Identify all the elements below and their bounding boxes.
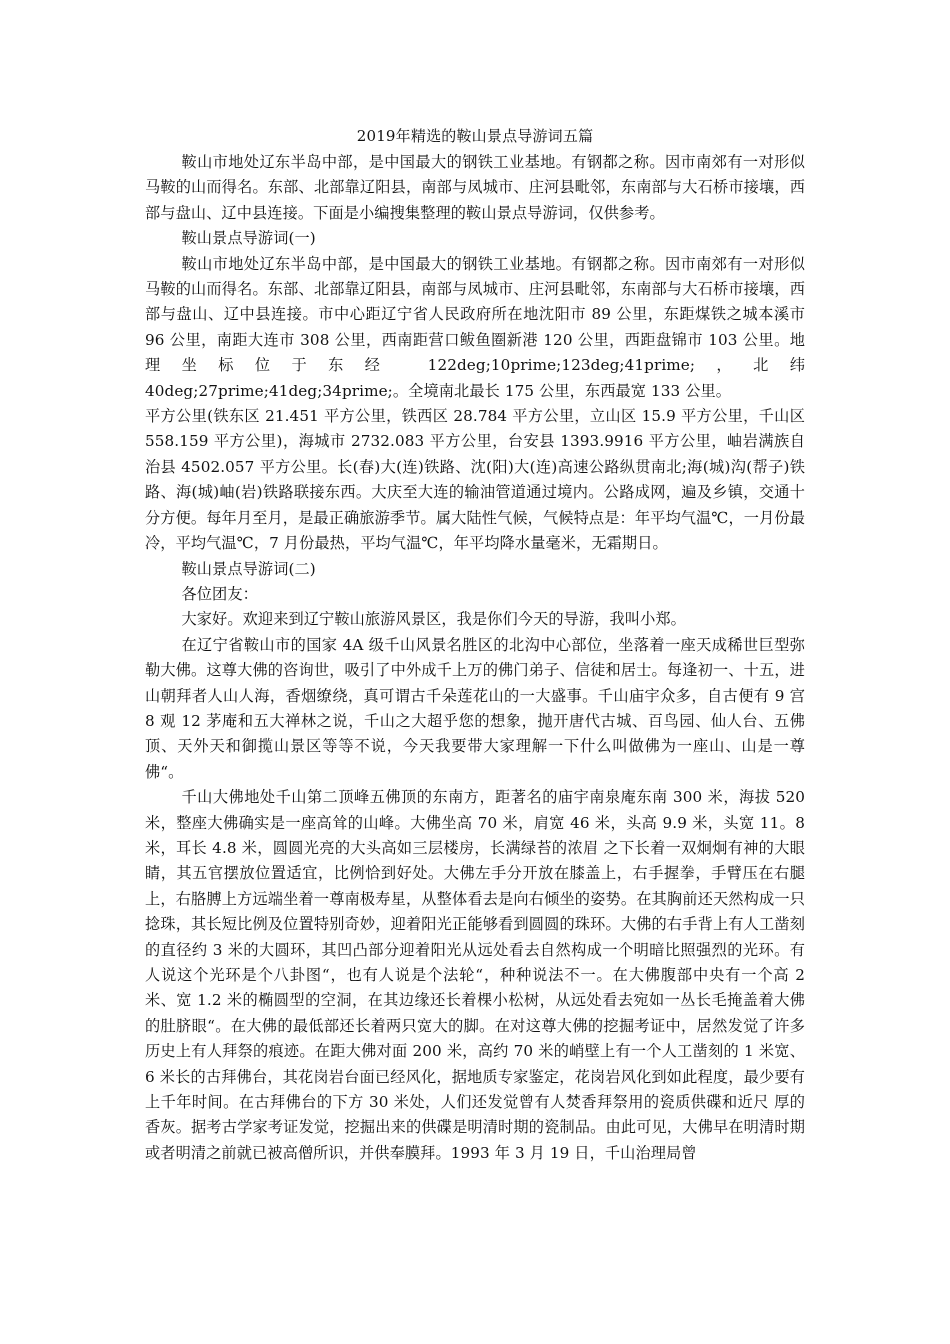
paragraph-buddha-intro: 在辽宁省鞍山市的国家 4A 级千山风景名胜区的北沟中心部位，坐落着一座天成稀世巨型弥勒大佛。这尊大佛的咨询世，吸引了中外成千上万的佛门弟子、信徒和居士。每逢初一、十五，进山朝拜者人山人海，香烟缭绕，真可谓古千朵莲花山的一大盛事。千山庙宇众多，自古便有 9 宫 8 观 12 茅庵和五大禅林之说，千山之大超乎您的想象，抛开唐代古城、百鸟园、仙人台、五佛顶、天外天和御揽山景区等等不说，今天我要带大家理解一下什么叫做佛为一座山、山是一尊佛“。 <box>145 635 805 781</box>
paragraph-intro: 鞍山市地处辽东半岛中部，是中国最大的钢铁工业基地。有钢都之称。因市南郊有一对形似马鞍的山而得名。东部、北部靠辽阳县，南部与凤城市、庄河县毗邻，东南部与大石桥市接壤，西部与盘山、辽中县连接。下面是小编搜集整理的鞍山景点导游词，仅供参考。 <box>145 153 805 222</box>
paragraph-area-transport: 平方公里(铁东区 21.451 平方公里，铁西区 28.784 平方公里，立山区 15.9 平方公里，千山区 558.159 平方公里)，海城市 2732.083 平方公里，台安县 1393.9916 平方公里，岫岩满族自治县 4502.057 平方公里。长(春)大(连)铁路、沈(阳)大(连)高速公路纵贯南北;海(城)沟(帮子)铁路、海(城)岫(岩)铁路联接东西。大庆至大连的输油管道通过境内。公路成网，遍及乡镇，交通十分方便。每年月至月，是最正确旅游季节。属大陆性气候，气候特点是：年平均气温℃，一月份最冷，平均气温℃，7 月份最热，平均气温℃，年平均降水量毫米，无霜期日。 <box>145 407 805 553</box>
paragraph-section-1: 鞍山市地处辽东半岛中部，是中国最大的钢铁工业基地。有钢都之称。因市南郊有一对形似马鞍的山而得名。东部、北部靠辽阳县，南部与凤城市、庄河县毗邻，东南部与大石桥市接壤，西部与盘山、辽中县连接。市中心距辽宁省人民政府所在地沈阳市 89 公里，东距煤铁之城本溪市 96 公里，南距大连市 308 公里，西南距营口鲅鱼圈新港 120 公里，西距盘锦市 103 公里。地理坐标位于东经 122deg;10prime;123deg;41prime;，北纬 40deg;27prime;41deg;34prime;。全境南北最长 175 公里，东西最宽 133 公里。 <box>145 254 805 400</box>
paragraph-greeting: 各位团友： <box>181 584 258 603</box>
document-page <box>145 126 805 1166</box>
section-heading-2: 鞍山景点导游词(二) <box>181 559 316 578</box>
section-heading-1: 鞍山景点导游词(一) <box>181 229 316 248</box>
paragraph-buddha-detail: 千山大佛地处千山第二顶峰五佛顶的东南方，距著名的庙宇南泉庵东南 300 米，海拔 520 米，整座大佛确实是一座高耸的山峰。大佛坐高 70 米，肩宽 46 米，头高 9.9 米，头宽 11。8 米，耳长 4.8 米，圆圆光亮的大头高如三层楼房，长满绿苔的浓眉 之下长着一双炯炯有神的大眼睛，其五官摆放位置适宜，比例恰到好处。大佛左手分开放在膝盖上，右手握拳，手臂压在右腿上，右胳膊上方远端坐着一尊南极寿星，从整体看去是向右倾坐的姿势。在其胸前还天然构成一只捻珠，其长短比例及位置特别奇妙，迎着阳光正能够看到圆圆的珠环。大佛的右手背上有人工凿刻的直径约 3 米的大圆环，其凹凸部分迎着阳光从远处看去自然构成一个明暗比照强烈的光环。有人说这个光环是个八卦图“，也有人说是个法轮“，种种说法不一。在大佛腹部中央有一个高 2 米、宽 1.2 米的椭圆型的空洞，在其边缘还长着棵小松树，从远处看去宛如一丛长毛掩盖着大佛的肚脐眼“。在大佛的最低部还长着两只宽大的脚。在对这尊大佛的挖掘考证中，居然发觉了许多历史上有人拜祭的痕迹。在距大佛对面 200 米，高约 70 米的峭壁上有一个人工凿刻的 1 米宽、6 米长的古拜佛台，其花岗岩台面已经风化，据地质专家鉴定，花岗岩风化到如此程度，最少要有上千年时间。在古拜佛台的下方 30 米处，人们还发觉曾有人焚香拜祭用的瓷质供碟和近尺 厚的香灰。据考古学家考证发觉，挖掘出来的供碟是明清时期的瓷制品。由此可见，大佛早在明清时期或者明清之前就已被高僧所识，并供奉膜拜。1993 年 3 月 19 日，千山治理局曾 <box>145 788 805 1162</box>
document-title: 2019年精选的鞍山景点导游词五篇 <box>356 127 594 145</box>
paragraph-welcome: 大家好。欢迎来到辽宁鞍山旅游风景区，我是你们今天的导游，我叫小郑。 <box>181 610 686 629</box>
